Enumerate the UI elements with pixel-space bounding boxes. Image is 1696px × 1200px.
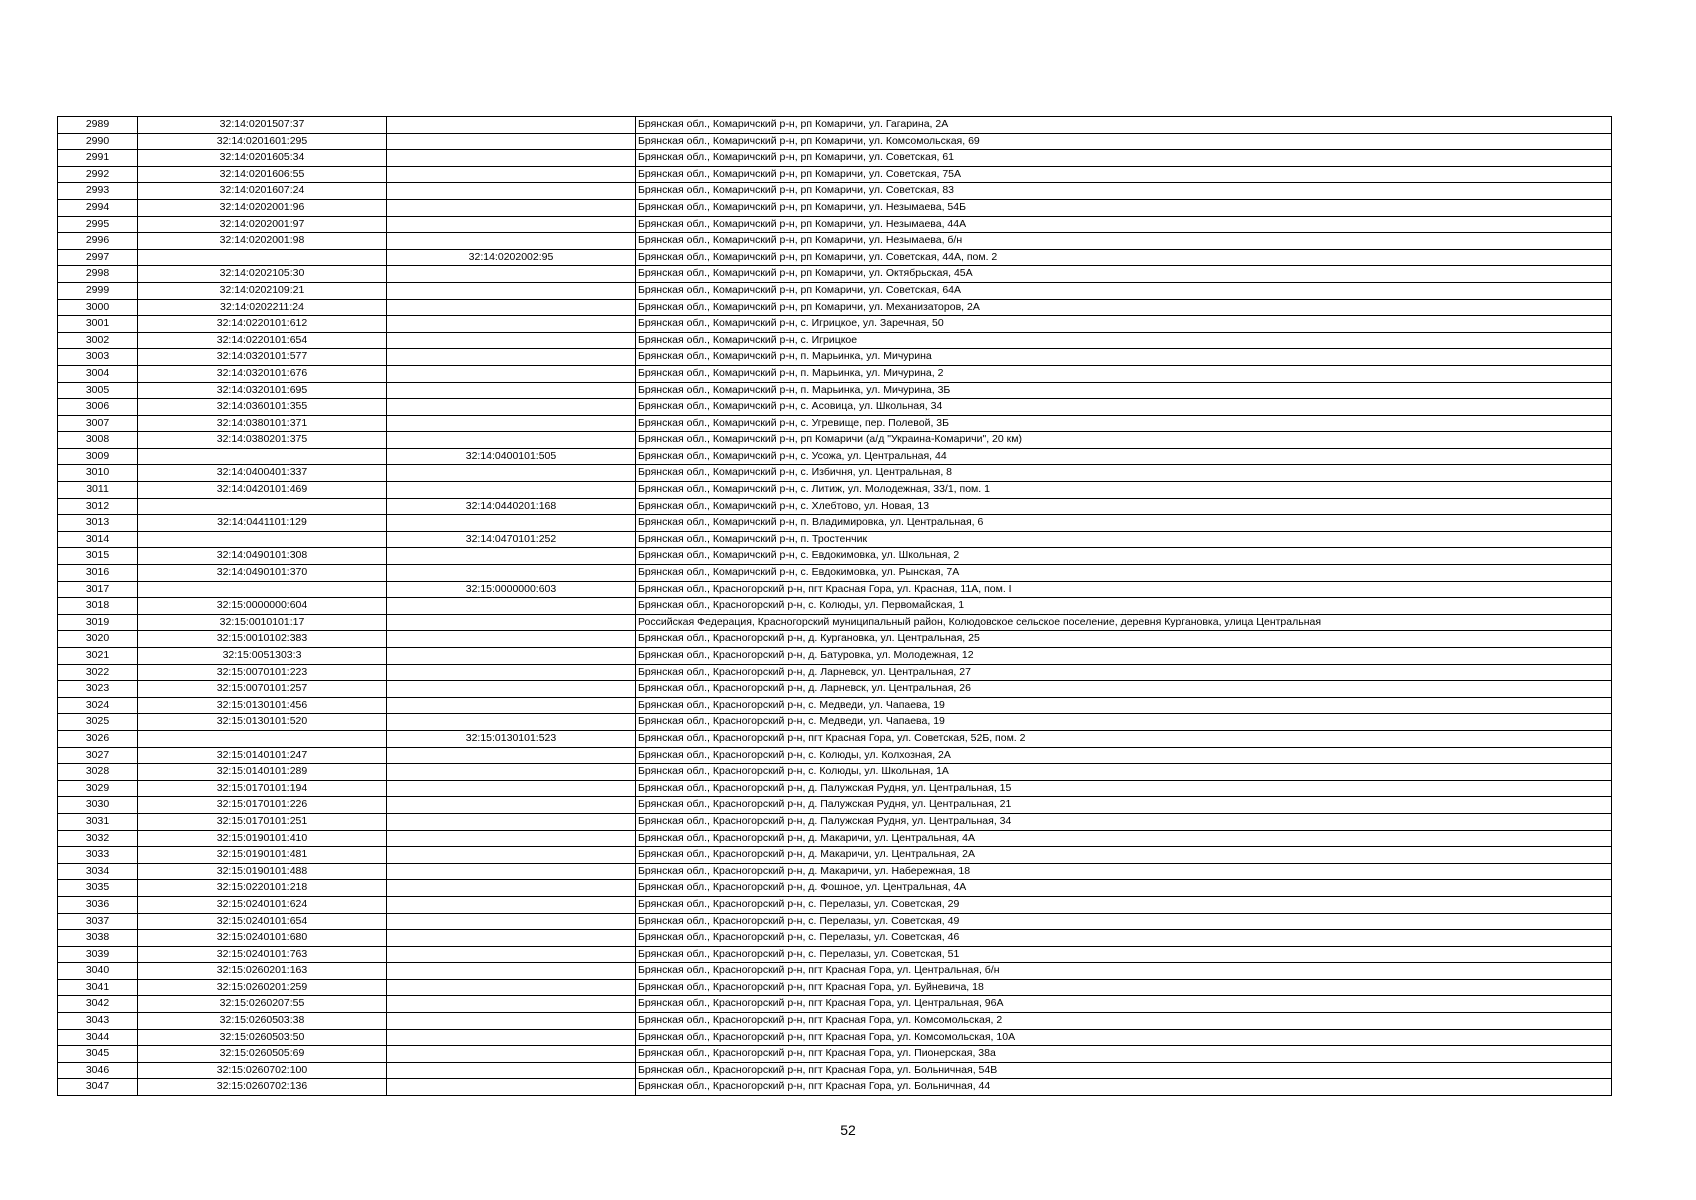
cadastral-number-alt-cell — [387, 598, 636, 615]
row-number-cell: 3043 — [58, 1013, 138, 1030]
cadastral-number-cell: 32:15:0240101:654 — [138, 913, 387, 930]
address-cell: Российская Федерация, Красногорский муниципальный район, Колюдовское сельское поселение, деревня Кургановка, улица Центральная — [636, 614, 1612, 631]
table-row — [58, 216, 1612, 233]
table-row — [58, 515, 1612, 532]
cadastral-number-alt-cell — [387, 714, 636, 731]
cadastral-number-alt-cell — [387, 117, 636, 134]
row-number-cell: 3019 — [58, 614, 138, 631]
row-number-cell: 3024 — [58, 697, 138, 714]
table-row — [58, 117, 1612, 134]
table-row — [58, 183, 1612, 200]
row-number-cell: 3025 — [58, 714, 138, 731]
row-number-cell: 3000 — [58, 299, 138, 316]
table-row — [58, 1079, 1612, 1096]
cadastral-number-alt-cell — [387, 548, 636, 565]
cadastral-number-alt-cell — [387, 316, 636, 333]
cadastral-number-alt-cell — [387, 332, 636, 349]
row-number-cell: 3002 — [58, 332, 138, 349]
cadastral-number-alt-cell: 32:15:0000000:603 — [387, 581, 636, 598]
table-row — [58, 415, 1612, 432]
cadastral-number-cell: 32:14:0380201:375 — [138, 432, 387, 449]
cadastral-number-alt-cell — [387, 830, 636, 847]
row-number-cell: 3044 — [58, 1029, 138, 1046]
table-row — [58, 133, 1612, 150]
cadastral-number-cell: 32:14:0400401:337 — [138, 465, 387, 482]
row-number-cell: 3030 — [58, 797, 138, 814]
cadastral-number-cell — [138, 730, 387, 747]
cadastral-number-cell: 32:15:0190101:410 — [138, 830, 387, 847]
table-row — [58, 349, 1612, 366]
cadastral-number-cell — [138, 448, 387, 465]
cadastral-number-cell — [138, 249, 387, 266]
table-row — [58, 1046, 1612, 1063]
table-row — [58, 648, 1612, 665]
table-row — [58, 465, 1612, 482]
cadastral-number-cell: 32:15:0140101:247 — [138, 747, 387, 764]
cadastral-number-cell: 32:14:0202001:96 — [138, 199, 387, 216]
cadastral-number-cell — [138, 581, 387, 598]
table-row — [58, 432, 1612, 449]
address-cell: Брянская обл., Красногорский р-н, пгт Красная Гора, ул. Красная, 11А, пом. I — [636, 581, 1612, 598]
cadastral-number-alt-cell: 32:14:0202002:95 — [387, 249, 636, 266]
cadastral-number-cell: 32:15:0240101:763 — [138, 946, 387, 963]
cadastral-number-cell: 32:15:0220101:218 — [138, 880, 387, 897]
cadastral-number-alt-cell — [387, 913, 636, 930]
row-number-cell: 2995 — [58, 216, 138, 233]
address-cell: Брянская обл., Красногорский р-н, с. Перелазы, ул. Советская, 49 — [636, 913, 1612, 930]
address-cell: Брянская обл., Комаричский р-н, с. Усожа, ул. Центральная, 44 — [636, 448, 1612, 465]
cadastral-number-alt-cell — [387, 465, 636, 482]
table-row — [58, 930, 1612, 947]
cadastral-number-cell: 32:15:0051303:3 — [138, 648, 387, 665]
cadastral-number-alt-cell — [387, 614, 636, 631]
cadastral-number-cell: 32:15:0260503:38 — [138, 1013, 387, 1030]
address-cell: Брянская обл., Красногорский р-н, д. Макаричи, ул. Центральная, 2А — [636, 847, 1612, 864]
cadastral-number-cell: 32:15:0260503:50 — [138, 1029, 387, 1046]
cadastral-number-cell: 32:14:0202109:21 — [138, 282, 387, 299]
cadastral-number-cell: 32:15:0070101:257 — [138, 681, 387, 698]
cadastral-number-alt-cell — [387, 150, 636, 167]
cadastral-number-cell: 32:15:0260702:100 — [138, 1062, 387, 1079]
row-number-cell: 3012 — [58, 498, 138, 515]
cadastral-number-cell: 32:14:0490101:308 — [138, 548, 387, 565]
table-row — [58, 598, 1612, 615]
row-number-cell: 3029 — [58, 780, 138, 797]
address-cell: Брянская обл., Красногорский р-н, д. Кургановка, ул. Центральная, 25 — [636, 631, 1612, 648]
address-cell: Брянская обл., Комаричский р-н, с. Асовица, ул. Школьная, 34 — [636, 399, 1612, 416]
cadastral-number-alt-cell: 32:14:0400101:505 — [387, 448, 636, 465]
address-cell: Брянская обл., Комаричский р-н, с. Избичня, ул. Центральная, 8 — [636, 465, 1612, 482]
cadastral-number-alt-cell — [387, 946, 636, 963]
cadastral-number-alt-cell — [387, 415, 636, 432]
cadastral-number-cell: 32:15:0170101:226 — [138, 797, 387, 814]
cadastral-number-cell: 32:14:0490101:370 — [138, 565, 387, 582]
address-cell: Брянская обл., Красногорский р-н, с. Медведи, ул. Чапаева, 19 — [636, 697, 1612, 714]
address-cell: Брянская обл., Комаричский р-н, п. Владимировка, ул. Центральная, 6 — [636, 515, 1612, 532]
row-number-cell: 3009 — [58, 448, 138, 465]
row-number-cell: 3020 — [58, 631, 138, 648]
table-row — [58, 813, 1612, 830]
address-cell: Брянская обл., Красногорский р-н, д. Фошное, ул. Центральная, 4А — [636, 880, 1612, 897]
row-number-cell: 3028 — [58, 764, 138, 781]
table-row — [58, 747, 1612, 764]
address-cell: Брянская обл., Красногорский р-н, пгт Красная Гора, ул. Центральная, 96А — [636, 996, 1612, 1013]
row-number-cell: 3005 — [58, 382, 138, 399]
address-cell: Брянская обл., Комаричский р-н, с. Хлебтово, ул. Новая, 13 — [636, 498, 1612, 515]
cadastral-number-cell: 32:15:0010102:383 — [138, 631, 387, 648]
address-cell: Брянская обл., Красногорский р-н, пгт Красная Гора, ул. Советская, 52Б, пом. 2 — [636, 730, 1612, 747]
cadastral-number-cell: 32:15:0170101:251 — [138, 813, 387, 830]
address-cell: Брянская обл., Комаричский р-н, рп Комаричи, ул. Советская, 44А, пом. 2 — [636, 249, 1612, 266]
address-cell: Брянская обл., Красногорский р-н, с. Колюды, ул. Первомайская, 1 — [636, 598, 1612, 615]
row-number-cell: 3040 — [58, 963, 138, 980]
address-cell: Брянская обл., Красногорский р-н, д. Батуровка, ул. Молодежная, 12 — [636, 648, 1612, 665]
cadastral-number-cell: 32:15:0130101:456 — [138, 697, 387, 714]
table-row — [58, 913, 1612, 930]
address-cell: Брянская обл., Красногорский р-н, пгт Красная Гора, ул. Комсомольская, 2 — [636, 1013, 1612, 1030]
row-number-cell: 3036 — [58, 896, 138, 913]
address-cell: Брянская обл., Комаричский р-н, с. Игрицкое — [636, 332, 1612, 349]
address-cell: Брянская обл., Комаричский р-н, рп Комаричи, ул. Октябрьская, 45А — [636, 266, 1612, 283]
table-row — [58, 531, 1612, 548]
table-row — [58, 399, 1612, 416]
address-cell: Брянская обл., Красногорский р-н, д. Палужская Рудня, ул. Центральная, 21 — [636, 797, 1612, 814]
table-row — [58, 1062, 1612, 1079]
table-row — [58, 896, 1612, 913]
cadastral-number-alt-cell — [387, 1062, 636, 1079]
cadastral-number-cell: 32:15:0170101:194 — [138, 780, 387, 797]
cadastral-number-alt-cell — [387, 631, 636, 648]
cadastral-number-cell: 32:15:0000000:604 — [138, 598, 387, 615]
cadastral-number-cell — [138, 531, 387, 548]
cadastral-number-alt-cell — [387, 482, 636, 499]
cadastral-number-cell: 32:14:0320101:676 — [138, 365, 387, 382]
row-number-cell: 3035 — [58, 880, 138, 897]
table-row — [58, 299, 1612, 316]
cadastral-number-alt-cell — [387, 1079, 636, 1096]
cadastral-number-cell: 32:15:0070101:223 — [138, 664, 387, 681]
address-cell: Брянская обл., Красногорский р-н, пгт Красная Гора, ул. Центральная, б/н — [636, 963, 1612, 980]
cadastral-number-cell: 32:15:0260505:69 — [138, 1046, 387, 1063]
cadastral-number-cell: 32:14:0441101:129 — [138, 515, 387, 532]
row-number-cell: 3037 — [58, 913, 138, 930]
table-row — [58, 697, 1612, 714]
cadastral-number-cell: 32:14:0202001:98 — [138, 233, 387, 250]
cadastral-number-cell: 32:15:0140101:289 — [138, 764, 387, 781]
table-row — [58, 714, 1612, 731]
address-cell: Брянская обл., Комаричский р-н, рп Комаричи, ул. Гагарина, 2А — [636, 117, 1612, 134]
address-cell: Брянская обл., Красногорский р-н, д. Ларневск, ул. Центральная, 26 — [636, 681, 1612, 698]
address-cell: Брянская обл., Красногорский р-н, пгт Красная Гора, ул. Буйневича, 18 — [636, 979, 1612, 996]
cadastral-number-alt-cell — [387, 199, 636, 216]
row-number-cell: 3014 — [58, 531, 138, 548]
row-number-cell: 2993 — [58, 183, 138, 200]
address-cell: Брянская обл., Красногорский р-н, д. Макаричи, ул. Набережная, 18 — [636, 863, 1612, 880]
table-row — [58, 382, 1612, 399]
cadastral-number-cell: 32:15:0260702:136 — [138, 1079, 387, 1096]
table-row — [58, 233, 1612, 250]
cadastral-number-alt-cell — [387, 747, 636, 764]
address-cell: Брянская обл., Красногорский р-н, д. Палужская Рудня, ул. Центральная, 34 — [636, 813, 1612, 830]
address-cell: Брянская обл., Красногорский р-н, д. Ларневск, ул. Центральная, 27 — [636, 664, 1612, 681]
row-number-cell: 3021 — [58, 648, 138, 665]
table-row — [58, 581, 1612, 598]
table-row — [58, 1029, 1612, 1046]
cadastral-number-alt-cell — [387, 697, 636, 714]
table-row — [58, 847, 1612, 864]
cadastral-number-alt-cell — [387, 996, 636, 1013]
cadastral-number-alt-cell — [387, 233, 636, 250]
table-row — [58, 282, 1612, 299]
table-row — [58, 863, 1612, 880]
cadastral-number-alt-cell — [387, 1013, 636, 1030]
cadastral-number-alt-cell — [387, 432, 636, 449]
cadastral-number-cell: 32:14:0360101:355 — [138, 399, 387, 416]
cadastral-number-alt-cell — [387, 681, 636, 698]
row-number-cell: 2999 — [58, 282, 138, 299]
cadastral-number-alt-cell — [387, 133, 636, 150]
address-cell: Брянская обл., Комаричский р-н, с. Игрицкое, ул. Заречная, 50 — [636, 316, 1612, 333]
row-number-cell: 3015 — [58, 548, 138, 565]
cadastral-number-alt-cell — [387, 648, 636, 665]
row-number-cell: 3010 — [58, 465, 138, 482]
table-row — [58, 880, 1612, 897]
table-row — [58, 266, 1612, 283]
address-cell: Брянская обл., Комаричский р-н, п. Тростенчик — [636, 531, 1612, 548]
row-number-cell: 2998 — [58, 266, 138, 283]
cadastral-number-cell: 32:15:0240101:680 — [138, 930, 387, 947]
cadastral-number-alt-cell — [387, 216, 636, 233]
cadastral-number-alt-cell — [387, 365, 636, 382]
cadastral-number-alt-cell — [387, 813, 636, 830]
cadastral-number-alt-cell — [387, 664, 636, 681]
cadastral-number-alt-cell — [387, 282, 636, 299]
row-number-cell: 3013 — [58, 515, 138, 532]
cadastral-number-alt-cell — [387, 183, 636, 200]
row-number-cell: 3006 — [58, 399, 138, 416]
cadastral-number-alt-cell — [387, 797, 636, 814]
row-number-cell: 3023 — [58, 681, 138, 698]
cadastral-number-alt-cell — [387, 565, 636, 582]
cadastral-number-alt-cell — [387, 382, 636, 399]
cadastral-number-alt-cell — [387, 896, 636, 913]
cadastral-number-cell: 32:14:0220101:654 — [138, 332, 387, 349]
cadastral-number-cell: 32:14:0201607:24 — [138, 183, 387, 200]
cadastral-number-alt-cell — [387, 299, 636, 316]
row-number-cell: 3046 — [58, 1062, 138, 1079]
row-number-cell: 3008 — [58, 432, 138, 449]
cadastral-number-alt-cell — [387, 1046, 636, 1063]
address-cell: Брянская обл., Красногорский р-н, пгт Красная Гора, ул. Больничная, 44 — [636, 1079, 1612, 1096]
table-row — [58, 448, 1612, 465]
cadastral-number-alt-cell — [387, 979, 636, 996]
cadastral-number-alt-cell — [387, 780, 636, 797]
address-cell: Брянская обл., Красногорский р-н, д. Макаричи, ул. Центральная, 4А — [636, 830, 1612, 847]
cadastral-number-alt-cell — [387, 399, 636, 416]
cadastral-number-cell: 32:15:0260201:259 — [138, 979, 387, 996]
row-number-cell: 3047 — [58, 1079, 138, 1096]
row-number-cell: 3016 — [58, 565, 138, 582]
address-cell: Брянская обл., Комаричский р-н, рп Комаричи, ул. Комсомольская, 69 — [636, 133, 1612, 150]
row-number-cell: 3038 — [58, 930, 138, 947]
cadastral-number-cell: 32:14:0201605:34 — [138, 150, 387, 167]
address-cell: Брянская обл., Комаричский р-н, рп Комаричи, ул. Советская, 61 — [636, 150, 1612, 167]
row-number-cell: 3039 — [58, 946, 138, 963]
row-number-cell: 2994 — [58, 199, 138, 216]
cadastral-number-cell: 32:14:0420101:469 — [138, 482, 387, 499]
row-number-cell: 2990 — [58, 133, 138, 150]
address-cell: Брянская обл., Красногорский р-н, с. Медведи, ул. Чапаева, 19 — [636, 714, 1612, 731]
address-cell: Брянская обл., Комаричский р-н, рп Комаричи, ул. Незымаева, б/н — [636, 233, 1612, 250]
table-row — [58, 1013, 1612, 1030]
table-row — [58, 730, 1612, 747]
address-cell: Брянская обл., Комаричский р-н, рп Комаричи, ул. Механизаторов, 2А — [636, 299, 1612, 316]
row-number-cell: 3034 — [58, 863, 138, 880]
table-row — [58, 996, 1612, 1013]
address-cell: Брянская обл., Красногорский р-н, с. Перелазы, ул. Советская, 29 — [636, 896, 1612, 913]
address-cell: Брянская обл., Комаричский р-н, с. Евдокимовка, ул. Рынская, 7А — [636, 565, 1612, 582]
cadastral-number-alt-cell — [387, 963, 636, 980]
row-number-cell: 2997 — [58, 249, 138, 266]
row-number-cell: 3045 — [58, 1046, 138, 1063]
cadastral-number-alt-cell — [387, 847, 636, 864]
row-number-cell: 3032 — [58, 830, 138, 847]
table-row — [58, 482, 1612, 499]
row-number-cell: 3031 — [58, 813, 138, 830]
row-number-cell: 3018 — [58, 598, 138, 615]
row-number-cell: 2989 — [58, 117, 138, 134]
cadastral-number-cell: 32:15:0190101:481 — [138, 847, 387, 864]
row-number-cell: 3027 — [58, 747, 138, 764]
address-cell: Брянская обл., Красногорский р-н, пгт Красная Гора, ул. Пионерская, 38а — [636, 1046, 1612, 1063]
table-row — [58, 498, 1612, 515]
table-row — [58, 797, 1612, 814]
row-number-cell: 3011 — [58, 482, 138, 499]
row-number-cell: 3007 — [58, 415, 138, 432]
cadastral-number-cell: 32:15:0240101:624 — [138, 896, 387, 913]
registry-table-body — [58, 117, 1612, 1096]
table-row — [58, 780, 1612, 797]
cadastral-number-cell: 32:14:0201601:295 — [138, 133, 387, 150]
cadastral-number-alt-cell — [387, 1029, 636, 1046]
address-cell: Брянская обл., Красногорский р-н, с. Перелазы, ул. Советская, 46 — [636, 930, 1612, 947]
address-cell: Брянская обл., Комаричский р-н, с. Угревище, пер. Полевой, 3Б — [636, 415, 1612, 432]
table-row — [58, 365, 1612, 382]
address-cell: Брянская обл., Комаричский р-н, рп Комаричи, ул. Советская, 83 — [636, 183, 1612, 200]
cadastral-number-cell: 32:15:0260207:55 — [138, 996, 387, 1013]
table-row — [58, 332, 1612, 349]
cadastral-number-cell: 32:14:0320101:695 — [138, 382, 387, 399]
cadastral-number-alt-cell — [387, 515, 636, 532]
cadastral-number-cell: 32:15:0010101:17 — [138, 614, 387, 631]
table-row — [58, 830, 1612, 847]
row-number-cell: 2992 — [58, 166, 138, 183]
address-cell: Брянская обл., Комаричский р-н, с. Евдокимовка, ул. Школьная, 2 — [636, 548, 1612, 565]
cadastral-number-cell: 32:15:0260201:163 — [138, 963, 387, 980]
address-cell: Брянская обл., Комаричский р-н, п. Марьинка, ул. Мичурина, 2 — [636, 365, 1612, 382]
cadastral-number-alt-cell — [387, 930, 636, 947]
row-number-cell: 3003 — [58, 349, 138, 366]
address-cell: Брянская обл., Комаричский р-н, с. Литиж, ул. Молодежная, 33/1, пом. 1 — [636, 482, 1612, 499]
address-cell: Брянская обл., Красногорский р-н, с. Колюды, ул. Школьная, 1А — [636, 764, 1612, 781]
table-row — [58, 664, 1612, 681]
cadastral-number-cell: 32:14:0201507:37 — [138, 117, 387, 134]
address-cell: Брянская обл., Красногорский р-н, пгт Красная Гора, ул. Больничная, 54В — [636, 1062, 1612, 1079]
address-cell: Брянская обл., Комаричский р-н, рп Комаричи, ул. Незымаева, 54Б — [636, 199, 1612, 216]
page-number: 52 — [840, 1122, 856, 1138]
address-cell: Брянская обл., Комаричский р-н, рп Комаричи, ул. Советская, 64А — [636, 282, 1612, 299]
row-number-cell: 3042 — [58, 996, 138, 1013]
row-number-cell: 3017 — [58, 581, 138, 598]
table-row — [58, 565, 1612, 582]
row-number-cell: 3041 — [58, 979, 138, 996]
table-row — [58, 614, 1612, 631]
cadastral-number-cell: 32:15:0190101:488 — [138, 863, 387, 880]
row-number-cell: 2996 — [58, 233, 138, 250]
row-number-cell: 3004 — [58, 365, 138, 382]
cadastral-number-alt-cell: 32:15:0130101:523 — [387, 730, 636, 747]
address-cell: Брянская обл., Красногорский р-н, пгт Красная Гора, ул. Комсомольская, 10А — [636, 1029, 1612, 1046]
table-row — [58, 946, 1612, 963]
cadastral-number-cell — [138, 498, 387, 515]
cadastral-number-cell: 32:14:0220101:612 — [138, 316, 387, 333]
cadastral-number-cell: 32:15:0130101:520 — [138, 714, 387, 731]
cadastral-number-cell: 32:14:0202001:97 — [138, 216, 387, 233]
cadastral-number-cell: 32:14:0202105:30 — [138, 266, 387, 283]
table-row — [58, 963, 1612, 980]
table-row — [58, 979, 1612, 996]
address-cell: Брянская обл., Красногорский р-н, с. Колюды, ул. Колхозная, 2А — [636, 747, 1612, 764]
cadastral-number-cell: 32:14:0380101:371 — [138, 415, 387, 432]
cadastral-number-alt-cell — [387, 349, 636, 366]
address-cell: Брянская обл., Комаричский р-н, рп Комаричи, ул. Незымаева, 44А — [636, 216, 1612, 233]
table-row — [58, 764, 1612, 781]
cadastral-number-alt-cell — [387, 764, 636, 781]
table-row — [58, 681, 1612, 698]
table-row — [58, 150, 1612, 167]
row-number-cell: 2991 — [58, 150, 138, 167]
table-row — [58, 631, 1612, 648]
cadastral-number-cell: 32:14:0202211:24 — [138, 299, 387, 316]
row-number-cell: 3033 — [58, 847, 138, 864]
row-number-cell: 3026 — [58, 730, 138, 747]
table-row — [58, 249, 1612, 266]
registry-table — [57, 116, 1612, 1096]
table-row — [58, 166, 1612, 183]
cadastral-number-alt-cell — [387, 166, 636, 183]
table-row — [58, 316, 1612, 333]
cadastral-number-alt-cell — [387, 880, 636, 897]
cadastral-number-alt-cell: 32:14:0440201:168 — [387, 498, 636, 515]
cadastral-number-alt-cell — [387, 266, 636, 283]
table-row — [58, 548, 1612, 565]
table-row — [58, 199, 1612, 216]
address-cell: Брянская обл., Красногорский р-н, д. Палужская Рудня, ул. Центральная, 15 — [636, 780, 1612, 797]
row-number-cell: 3001 — [58, 316, 138, 333]
cadastral-number-cell: 32:14:0201606:55 — [138, 166, 387, 183]
address-cell: Брянская обл., Красногорский р-н, с. Перелазы, ул. Советская, 51 — [636, 946, 1612, 963]
row-number-cell: 3022 — [58, 664, 138, 681]
cadastral-number-alt-cell: 32:14:0470101:252 — [387, 531, 636, 548]
address-cell: Брянская обл., Комаричский р-н, п. Марьинка, ул. Мичурина — [636, 349, 1612, 366]
address-cell: Брянская обл., Комаричский р-н, п. Марьинка, ул. Мичурина, 3Б — [636, 382, 1612, 399]
cadastral-number-cell: 32:14:0320101:577 — [138, 349, 387, 366]
cadastral-number-alt-cell — [387, 863, 636, 880]
address-cell: Брянская обл., Комаричский р-н, рп Комаричи (а/д "Украина-Комаричи", 20 км) — [636, 432, 1612, 449]
address-cell: Брянская обл., Комаричский р-н, рп Комаричи, ул. Советская, 75А — [636, 166, 1612, 183]
